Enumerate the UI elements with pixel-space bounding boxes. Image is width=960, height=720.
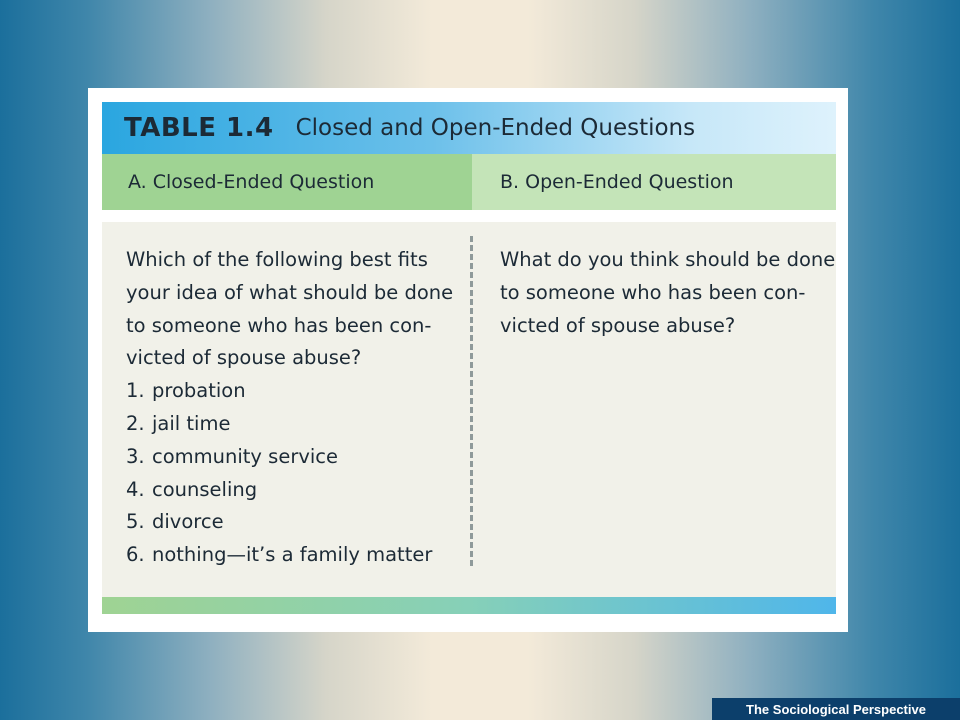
table-bottom-bar	[102, 597, 836, 614]
option-number: 2.	[126, 411, 145, 435]
question-line: to someone who has been con-	[126, 313, 432, 337]
answer-option	[126, 441, 456, 474]
question-line: to someone who has been con-	[500, 280, 806, 304]
column-header-closed-ended: A. Closed-Ended Question	[102, 154, 472, 210]
answer-option	[126, 474, 456, 507]
table-panel	[88, 88, 848, 632]
question-line: Which of the following best fits	[126, 248, 428, 271]
column-divider	[470, 236, 473, 566]
table-label: TABLE 1.4	[124, 113, 274, 143]
option-number: 1.	[126, 379, 145, 403]
option-text: probation	[152, 379, 246, 403]
column-headers	[102, 154, 836, 210]
answer-option	[126, 506, 456, 539]
table-title: Closed and Open-Ended Questions	[295, 115, 696, 141]
closed-ended-question-text	[126, 244, 456, 572]
option-number: 3.	[126, 444, 145, 468]
option-text: divorce	[152, 510, 224, 534]
option-text: jail time	[152, 411, 231, 435]
footer-label: The Sociological Perspective	[712, 698, 960, 720]
table-title-bar	[102, 102, 836, 154]
question-line: victed of spouse abuse?	[500, 313, 736, 337]
question-line: victed of spouse abuse?	[126, 346, 362, 370]
question-line: your idea of what should be done	[126, 280, 454, 304]
question-line: What do you think should be done	[500, 248, 836, 271]
option-text: nothing—it’s a family matter	[152, 543, 433, 567]
option-text: counseling	[152, 477, 258, 501]
option-text: community service	[152, 444, 339, 468]
table-body	[102, 222, 836, 597]
option-number: 4.	[126, 477, 145, 501]
option-number: 6.	[126, 543, 145, 567]
option-number: 5.	[126, 510, 145, 534]
column-header-open-ended: B. Open-Ended Question	[472, 154, 836, 210]
answer-option	[126, 408, 456, 441]
open-ended-question-text	[500, 244, 836, 342]
answer-option	[126, 539, 456, 572]
answer-option	[126, 375, 456, 408]
